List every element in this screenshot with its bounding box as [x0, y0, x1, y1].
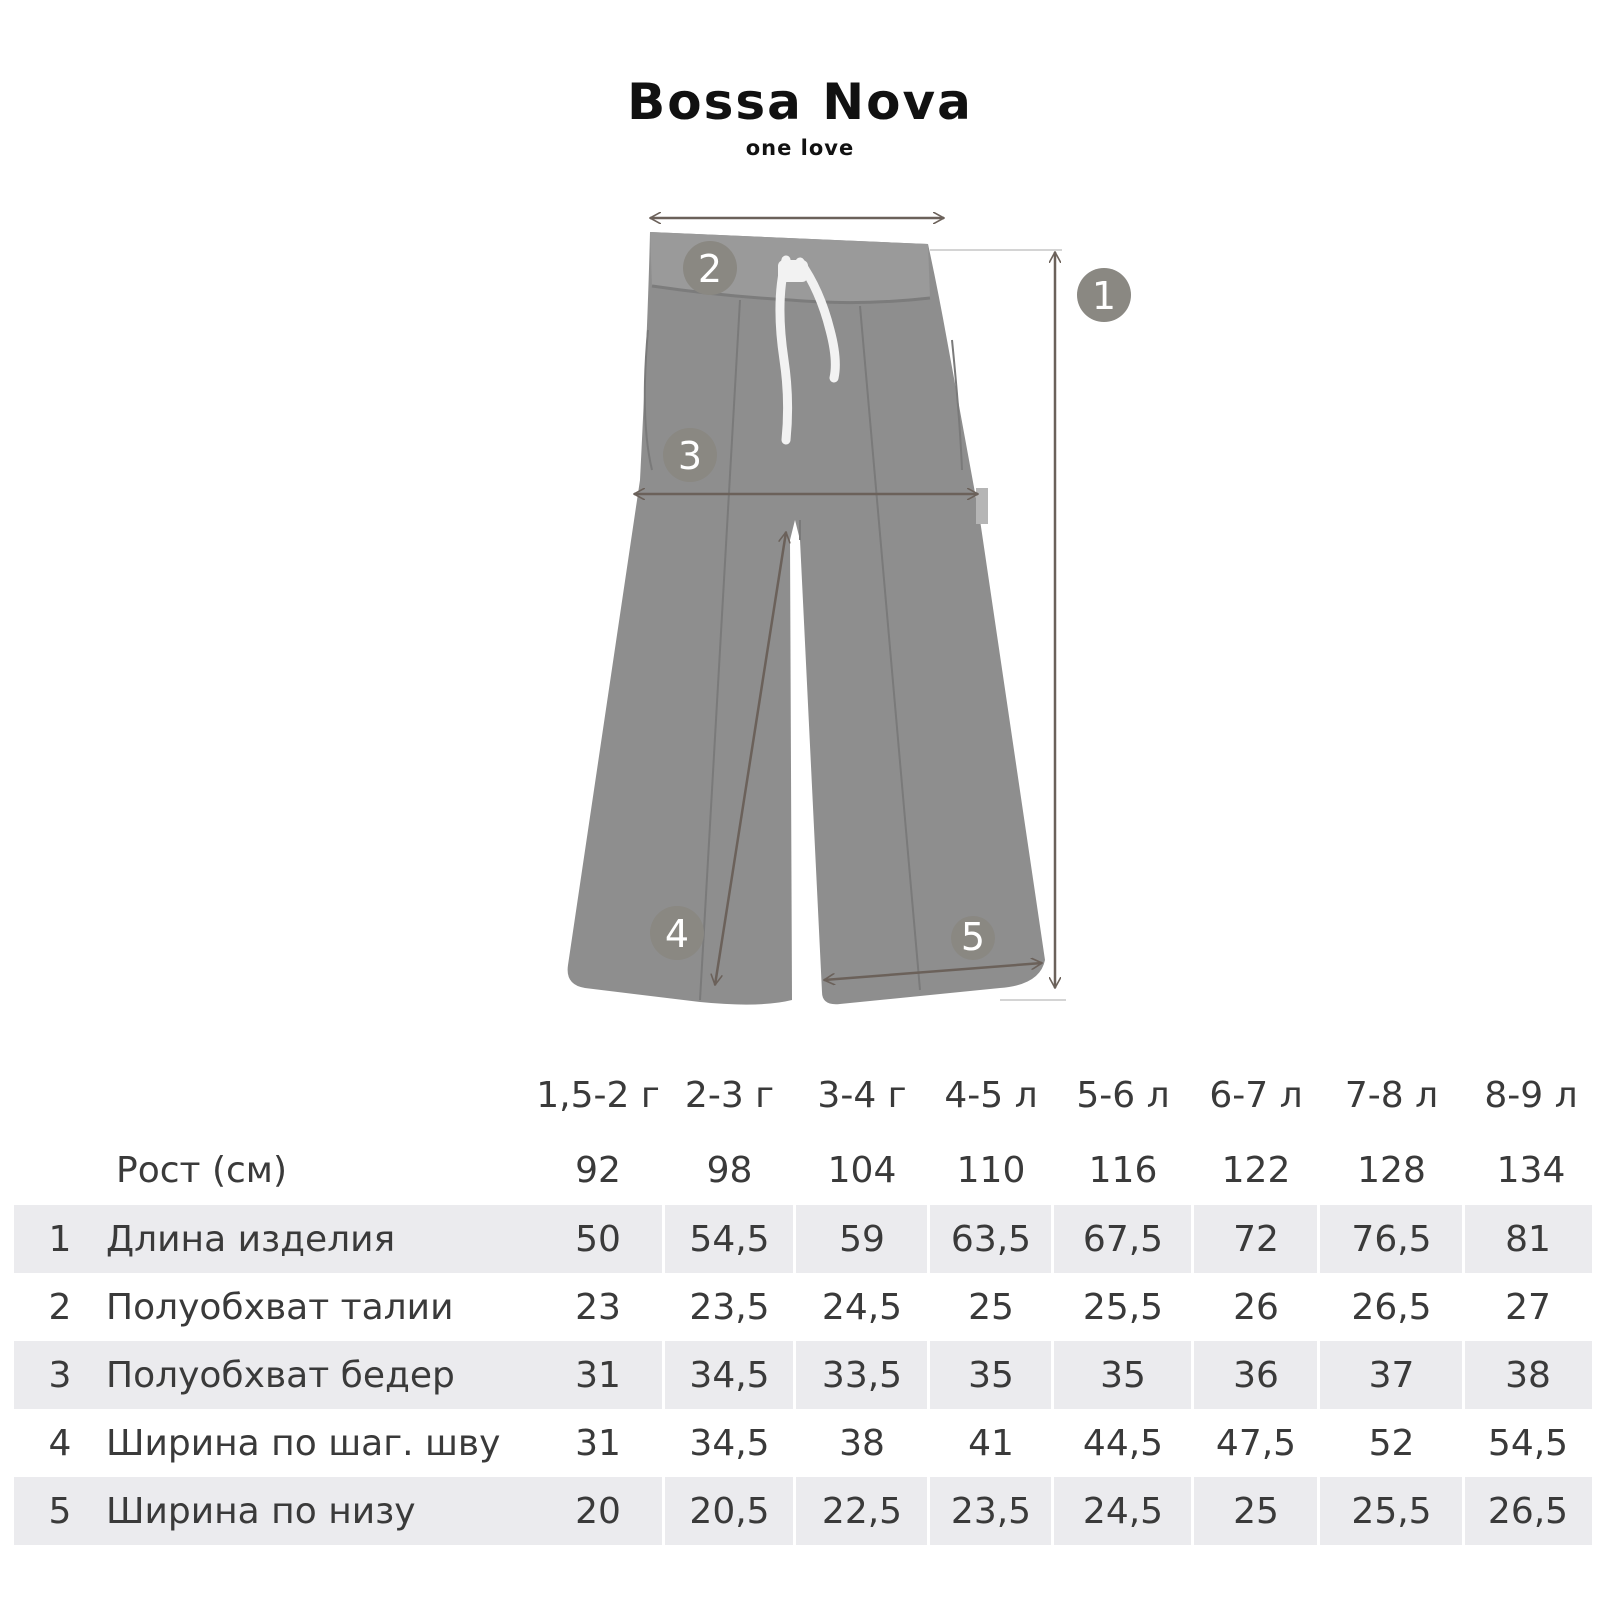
pants-illustration	[568, 232, 1045, 1005]
age-col-header: 1,5-2 г	[536, 1074, 660, 1116]
row-label-text: Ширина по низу	[106, 1490, 416, 1532]
row-value: 24,5	[821, 1286, 903, 1328]
row-value: 36	[1193, 1341, 1319, 1409]
marker-badge-4	[650, 906, 704, 960]
row-value: 25,5	[1082, 1286, 1164, 1328]
height-value: 104	[827, 1149, 897, 1191]
row-value: 25	[1193, 1477, 1319, 1545]
row-value: 41	[968, 1422, 1014, 1464]
row-index: 1	[14, 1205, 106, 1273]
row-label	[106, 1477, 532, 1545]
height-value: 122	[1221, 1149, 1291, 1191]
row-value: 47,5	[1215, 1422, 1297, 1464]
row-value: 25	[968, 1286, 1014, 1328]
measure-row	[14, 1477, 1592, 1545]
age-col-header: 5-6 л	[1076, 1074, 1170, 1116]
svg-text:4: 4	[664, 912, 690, 956]
row-index: 2	[48, 1286, 72, 1328]
row-label	[106, 1409, 532, 1477]
row-value: 67,5	[1053, 1205, 1193, 1273]
row-value: 50	[532, 1205, 664, 1273]
row-value: 27	[1505, 1286, 1551, 1328]
row-value: 31	[532, 1341, 664, 1409]
row-label	[106, 1273, 532, 1341]
age-col-header: 4-5 л	[944, 1074, 1038, 1116]
row-label-text: Ширина по шаг. шву	[106, 1422, 501, 1464]
row-value: 37	[1319, 1341, 1464, 1409]
row-value: 31	[575, 1422, 621, 1464]
height-value: 92	[575, 1149, 621, 1191]
row-label	[106, 1205, 532, 1273]
svg-text:1: 1	[1091, 274, 1117, 318]
row-index: 5	[14, 1477, 106, 1545]
row-value: 23	[575, 1286, 621, 1328]
age-col-header: 3-4 г	[817, 1074, 907, 1116]
svg-text:5: 5	[960, 915, 986, 959]
row-value: 59	[795, 1205, 929, 1273]
measure-row	[14, 1409, 1592, 1477]
height-value: 134	[1496, 1149, 1566, 1191]
brand-tagline: one love	[745, 136, 855, 160]
measure-row	[14, 1273, 1592, 1341]
svg-text:2: 2	[697, 247, 723, 291]
row-value: 26	[1233, 1286, 1279, 1328]
height-row	[14, 1135, 1592, 1205]
row-label-text: Длина изделия	[106, 1218, 396, 1260]
row-value: 23,5	[929, 1477, 1053, 1545]
row-label-text: Полуобхват талии	[106, 1286, 454, 1328]
row-value: 44,5	[1082, 1422, 1164, 1464]
measure-row	[14, 1341, 1592, 1409]
row-value: 52	[1368, 1422, 1415, 1464]
brand-name: Bossa Nova	[627, 73, 973, 131]
row-label	[106, 1341, 532, 1409]
svg-text:3: 3	[677, 434, 703, 478]
height-value: 128	[1357, 1149, 1426, 1191]
row-value: 54,5	[664, 1205, 795, 1273]
row-value: 63,5	[929, 1205, 1053, 1273]
row-label-text: Полуобхват бедер	[106, 1354, 455, 1396]
height-value: 110	[956, 1149, 1026, 1191]
row-value: 34,5	[689, 1422, 770, 1464]
marker-badge-1	[1077, 268, 1131, 322]
row-value: 38	[1464, 1341, 1592, 1409]
row-value: 24,5	[1053, 1477, 1193, 1545]
row-value: 23,5	[689, 1286, 770, 1328]
marker-badge-3	[663, 428, 717, 482]
row-value: 26,5	[1464, 1477, 1592, 1545]
row-value: 25,5	[1319, 1477, 1464, 1545]
height-value: 98	[706, 1149, 753, 1191]
height-value: 116	[1088, 1149, 1158, 1191]
row-value: 34,5	[664, 1341, 795, 1409]
row-value: 33,5	[795, 1341, 929, 1409]
marker-badge-2	[683, 241, 737, 295]
age-col-header: 7-8 л	[1344, 1074, 1439, 1116]
age-col-header: 8-9 л	[1484, 1074, 1578, 1116]
age-header-row	[14, 1055, 1592, 1135]
row-value: 20,5	[664, 1477, 795, 1545]
row-value: 20	[532, 1477, 664, 1545]
age-col-header: 2-3 г	[684, 1074, 775, 1116]
row-value: 54,5	[1487, 1422, 1569, 1464]
row-value: 22,5	[795, 1477, 929, 1545]
row-value: 35	[929, 1341, 1053, 1409]
row-value: 76,5	[1319, 1205, 1464, 1273]
row-value: 38	[839, 1422, 885, 1464]
row-value: 35	[1053, 1341, 1193, 1409]
row-index: 4	[48, 1422, 72, 1464]
age-col-header: 6-7 л	[1209, 1074, 1303, 1116]
row-value: 81	[1464, 1205, 1592, 1273]
row-value: 72	[1193, 1205, 1319, 1273]
measure-row	[14, 1205, 1592, 1273]
size-table	[14, 1055, 1592, 1545]
height-label: Рост (см)	[116, 1149, 287, 1191]
row-value: 26,5	[1351, 1286, 1432, 1328]
row-index: 3	[14, 1341, 106, 1409]
